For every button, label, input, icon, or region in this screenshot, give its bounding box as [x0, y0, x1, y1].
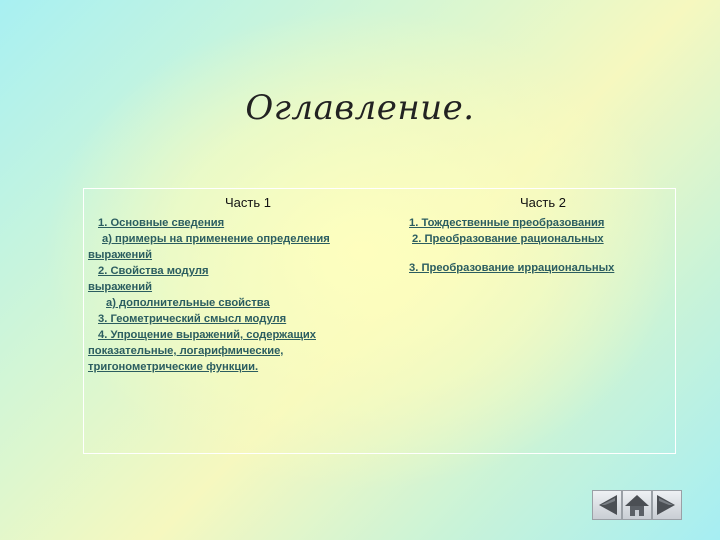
home-icon	[623, 491, 651, 519]
part1-heading: Часть 1	[225, 195, 271, 210]
part2-heading: Часть 2	[520, 195, 566, 210]
toc-link-simplification[interactable]	[88, 327, 398, 375]
toc-panel	[83, 188, 676, 454]
toc-link-examples-line2: выражений	[88, 249, 153, 261]
toc-link-basics[interactable]: 1. Основные сведения	[98, 217, 225, 229]
prev-button[interactable]	[592, 490, 622, 520]
toc-link-properties-line1: 2. Свойства модуля	[98, 265, 209, 277]
toc-link-identity-transforms[interactable]: 1. Тождественные преобразования	[409, 217, 605, 229]
next-button[interactable]	[652, 490, 682, 520]
arrow-right-icon	[653, 491, 681, 519]
toc-link-examples[interactable]	[88, 231, 398, 263]
part1-column	[88, 189, 398, 375]
toc-link-examples-line1: а) примеры на применение определения	[102, 233, 330, 245]
toc-link-properties-line2: выражений	[88, 281, 153, 293]
page-title: Оглавление.	[245, 88, 475, 128]
toc-link-simplification-line1: 4. Упрощение выражений, содержащих	[98, 329, 316, 341]
toc-link-simplification-line2: показательные, логарифмические,	[88, 345, 284, 357]
toc-link-simplification-line3: тригонометрические функции.	[88, 361, 259, 373]
toc-link-geometric-meaning[interactable]: 3. Геометрический смысл модуля	[98, 313, 287, 325]
home-button[interactable]	[622, 490, 652, 520]
arrow-left-icon	[593, 491, 621, 519]
toc-link-extra-properties[interactable]: а) дополнительные свойства	[106, 297, 270, 309]
toc-link-rational-transforms[interactable]: 2. Преобразование рациональных	[412, 233, 604, 245]
part2-column	[409, 189, 677, 276]
toc-link-irrational-transforms[interactable]: 3. Преобразование иррациональных	[409, 262, 615, 274]
toc-link-properties[interactable]	[88, 263, 398, 295]
